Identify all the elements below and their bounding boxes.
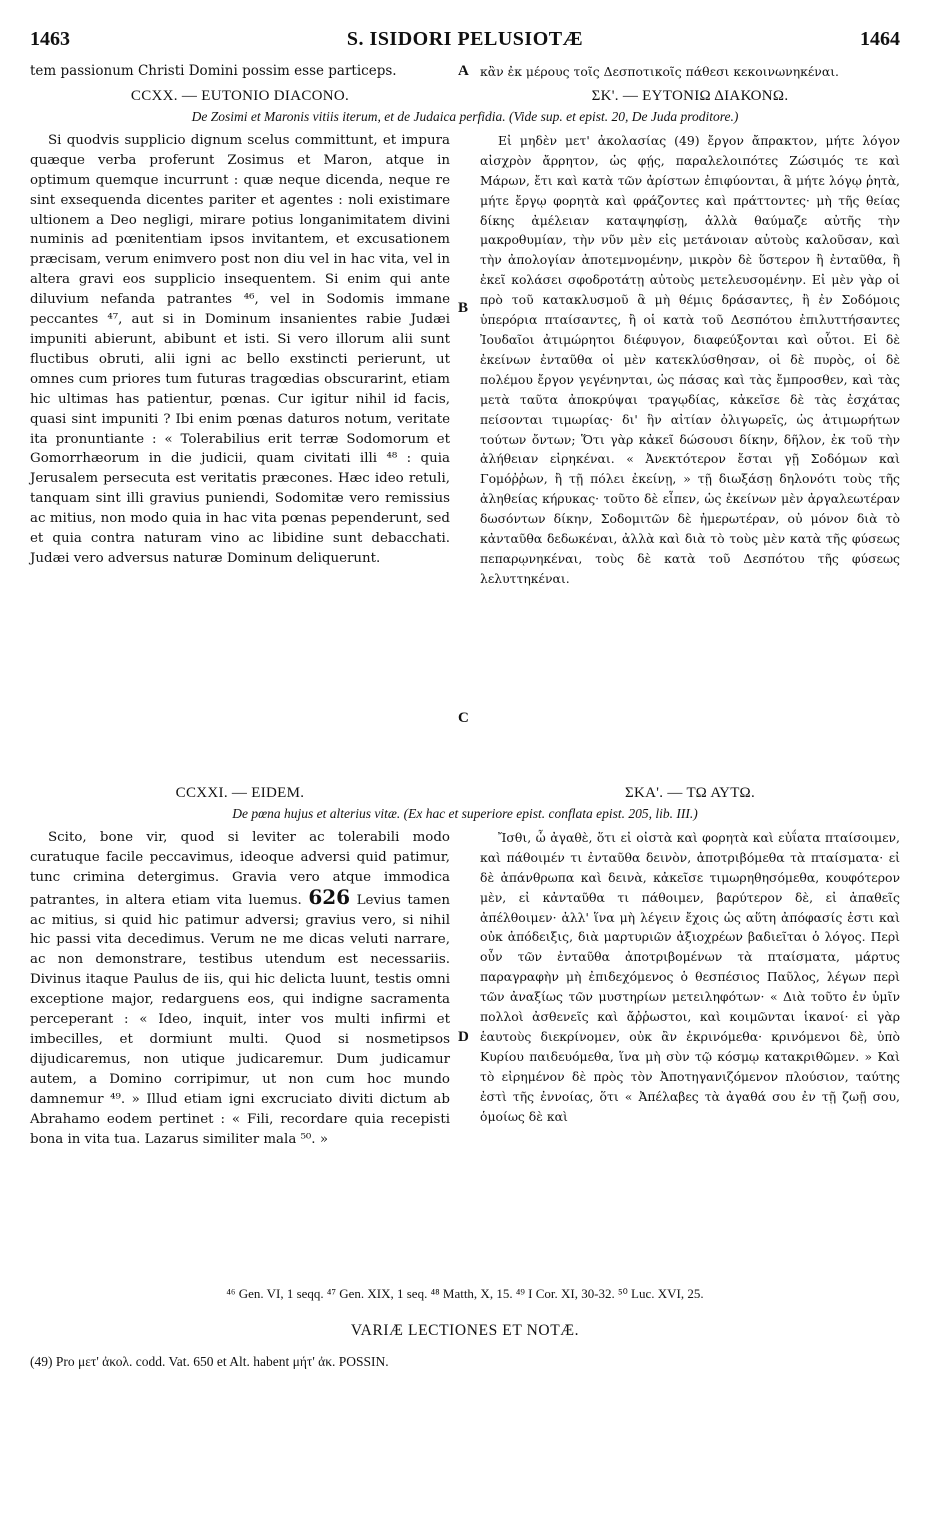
- epistle-221-headings: [30, 785, 900, 802]
- footnotes: ⁴⁶ Gen. VI, 1 seqq. ⁴⁷ Gen. XIX, 1 seq. ⁴⁸ Matth, X, 15. ⁴⁹ I Cor. XI, 30-32. ⁵⁰ Luc. XVI, 25.: [226, 1285, 704, 1301]
- continuation-greek: κἂν ἐκ μέρους τοῖς Δεσποτικοῖς πάθεσι κεκοινωνηκέναι.: [480, 64, 839, 79]
- continuation-latin: tem passionum Christi Domini possim esse particeps.: [30, 63, 397, 79]
- epistle-220-subtitle: De Zosimi et Maronis vitiis iterum, et de Judaica perfidia. (Vide sup. et epist. 20, De Juda proditore.): [191, 108, 739, 124]
- epistle-220-latin-text: Si quodvis supplicio dignum scelus committunt, et impura quæque verba proferunt Zosimus et Maron, atque in optimum quemque incurrunt : quæ neque dicenda, neque re sint exsequenda dicentes pariter et agentes : noli existimare ultionem a Deo negligi, mirare potius longanimitatem divini numinis ad pœnitentiam ipsos invitantem, et excusationem præcisam, verum enimvero post non diu vel in hac vita, vel in altera gravi eos supplicio insequentem. Si enim qui ante diluvium nefanda patrantes ⁴⁶, vel in Sodomis immane peccantes ⁴⁷, aut si in Dominum insanientes rabie Judæi impuniti abierunt, abibunt et isti. Si vero illorum alii sunt fluctibus obruti, alii igni ac bello exstincti perierunt, ut omnes cum priores tum futuras tragœdias obscurarint, etiam hic ultimas has patientur, pœnas. Cur igitur nihil id facis, quasi sint impuniti ? Ibi enim pœnas daturos notum, veritate ita pronuntiante : « Tolerabilius erit terræ Sodomorum et Gomorrhæorum in die judicii, quam civitati illi ⁴⁸ : quia Jerusalem persecuta est veritatis præcones. Hæc ideo retuli, tanquam sint illi gravius puniendi, Sodomitæ vero remissius ac mitius, non modo quia in hac vita pœnas pependerunt, sed et quia contra naturam vino ac libidine sunt debacchati. Judæi vero adversus naturæ Dominum deliquerunt.: [30, 132, 450, 566]
- epistle-220-greek-column: [480, 131, 900, 777]
- epistle-220-latin-heading: CCXX. — EUTONIO DIACONO.: [130, 87, 350, 104]
- gutter: [450, 131, 480, 777]
- epistle-221-greek-heading: ΣΚΑ'. — ΤΩ ΑΥΤΩ.: [624, 784, 755, 801]
- epistle-220-latin-column: [30, 131, 450, 777]
- epistle-221-latin-text: [30, 828, 450, 1150]
- epistle-221-latin-part2: Levius tamen ac mitius, si quid hic patimur adversi; gravius vero, si nihil hic passi vita decedimus. Verum ne me dicas veluti narrare, ac non demonstrare, testibus utendum est necessariis. Divinus itaque Paulus de iis, qui hic delicta luunt, testis omni exceptione major, redarguens eos, qui indigne sacramenta perceperant : « Ideo, inquit, inter vos multi infirmi et imbecilles, et dormiunt multi. Quod si nosmetipsos dijudicaremus, non utique judicaremur. Dum judicamur autem, a Domino corripimur, ut non cum hoc mundo damnemur ⁴⁹. » Illud etiam igni excruciato diviti dictum ab Abrahamo eodem pertinet : « Fili, recordare quia recepisti bona in vita tua. Lazarus similiter mala ⁵⁰. »: [30, 892, 450, 1147]
- margin-letter-d: D: [458, 1028, 469, 1045]
- margin-letter-a: A: [458, 63, 469, 79]
- gutter: [450, 828, 480, 1264]
- epistle-221-subtitle: De pœna hujus et alterius vitæ. (Ex hac et superiore epist. conflata epist. 205, lib. III.): [232, 805, 698, 821]
- running-title: S. ISIDORI PELUSIOTÆ: [346, 28, 584, 50]
- left-page-number: 1463: [30, 28, 70, 50]
- margin-letter-c: C: [458, 709, 469, 726]
- epistle-220-body: [30, 131, 900, 777]
- notes-text: (49) Pro μετ' ἀκολ. codd. Vat. 650 et Alt. habent μήτ' ἀκ. POSSIN.: [30, 1353, 389, 1369]
- continuation-line: [30, 62, 900, 82]
- margin-letter-b: B: [458, 299, 469, 316]
- notes-heading: VARIÆ LECTIONES ET NOTÆ.: [350, 1321, 580, 1339]
- epistle-220-greek-heading: ΣΚ'. — ΕΥΤΟΝΙΩ ΔΙΑΚΟΝΩ.: [591, 87, 789, 104]
- page: [30, 28, 900, 1370]
- epistle-221-greek-column: [480, 828, 900, 1264]
- gutter: [450, 62, 480, 82]
- epistle-220-greek-text: Εἰ μηδὲν μετ' ἀκολασίας (49) ἔργον ἄπρακτον, μήτε λόγον αἰσχρὸν ἄρρητον, ὡς φῄς, παραλελοιπότες Ζώσιμός τε καὶ Μάρων, ἔτι καὶ κατὰ τῶν ἀρίστων ἐπιφύονται, ἃ μήτε λόγῳ ῥητὰ, μήτε ἔργῳ φορητὰ καὶ φράζοντες καὶ πράττοντες· μὴ τῆς θείας δίκης ἀμέλειαν καταψηφίσῃ, ἀλλὰ θαύμαζε αὐτῆς τὴν μακροθυμίαν, τὴν νῦν μὲν εἰς μετάνοιαν αὐτοὺς καλοῦσαν, καὶ τὴν ἀπολογίαν ἀποτεμνομένην, μικρὸν δὲ ὕστερον ἢ ἐνταῦθα, ἢ ἐκεῖ κολάσει σφοδροτάτῃ αὐτοὺς μετελευσομένην. Εἰ μὲν γὰρ οἱ πρὸ τοῦ κατακλυσμοῦ ἃ μὴ θέμις δράσαντες, ἢ ἐν Σοδόμοις ὑπερόρια πταίσαντες, ἢ οἱ κατὰ τοῦ Δεσπότου ἐπιλυττήσαντες Ἰουδαῖοι ἀτιμώρητοι διέφυγον, διαφεύξονται καὶ οὗτοι. Εἰ δὲ ἐκείνων ἐνταῦθα οἱ μὲν κατεκλύσθησαν, οἱ δὲ πυρὸς, οἱ δὲ πολέμου ἔργον γεγένηνται, ὡς πάσας καὶ τὰς ἔμπροσθεν, καὶ τὰς μετὰ ταῦτα ἀποκρύψαι τραγῳδίας, κἀκεῖσε δὲ τὰς ἐσχάτας πείσονται τιμωρίας· δι' ἣν αἰτίαν ὀλιγωρεῖς, ὡς ἀτιμωρήτων τούτων ὄντων; Ὅτι γὰρ κἀκεῖ δώσουσι δίκην, δῆλον, ἐκ τοῦ τὴν ἀλήθειαν εἰρηκέναι. « Ἀνεκτότερον ἔσται γῇ Σοδόμων καὶ Γομόῤῥων, ἢ τῇ πόλει ἐκείνῃ, » τῇ διωξάσῃ δηλονότι τοὺς τῆς ἀληθείας κήρυκας· τοῦτο δὲ εἶπεν, ὡς ἐκείνων μὲν ἀργαλεωτέραν δωσόντων δίκην, Σοδομιτῶν δὲ ἠμερωτέραν, οὐ μόνον διὰ τὸ κἀνταῦθα δεδωκέναι, ἀλλὰ καὶ διὰ τὸ τοὺς μὲν κατὰ τῆς φύσεως πεπαρῳνηκέναι, τοὺς δὲ κατὰ τοῦ Δεσπότου τῆς φύσεως λελυττηκέναι.: [480, 132, 900, 586]
- right-page-number: 1464: [860, 28, 900, 50]
- epistle-221-greek-text: Ἴσθι, ὦ ἀγαθὲ, ὅτι εἰ οἰστὰ καὶ φορητὰ καὶ εὐΐατα πταίσοιμεν, καὶ πάθοιμέν τι ἐνταῦθα δεινὸν, ἀποτριβόμεθα τὰ πταίσματα· εἰ δὲ ἀπάνθρωπα καὶ δεινὰ, κἀκεῖσε τιμωρηθησόμεθα, κουφότερον μὲν, εἰ κἀνταῦθα τι πάθοιμεν, βαρύτερον δὲ, εἰ ἀπαθεῖς ἀπέλθοιμεν· ἀλλ' ἵνα μὴ λέγειν ἔχοις ὡς αὕτη ἀπόφασίς ἐστι καὶ οὐκ ἀπόδειξις, διὰ μαρτυριῶν ἀξιοχρέων βαδιεῖται ὁ λόγος. Περὶ οὖν τῶν ἐνταῦθα ἀποτριβομένων τὰ πταίσματα, μάρτυς παραγραφὴν μὴ ἐπιδεχόμενος ὁ θεσπέσιος Παῦλος, λέγων περὶ τῶν ἀναξίως τῶν μυστηρίων μετειληφότων· « Διὰ τοῦτο ἐν ὑμῖν πολλοὶ ἀσθενεῖς καὶ ἄῤῥωστοι, καὶ κοιμῶνται ἱκανοί· εἰ γὰρ ἑαυτοὺς διεκρίνομεν, οὐκ ἂν ἐκρινόμεθα· κρινόμενοι δὲ, ὑπὸ Κυρίου παιδευόμεθα, ἵνα μὴ σὺν τῷ κόσμῳ κατακριθῶμεν. » Καὶ τὸ εἰρημένον δὲ πρὸς τὸν Ἀποτηγανιζόμενον πλούσιον, ταύτης ἐστὶ τῆς ἐννοίας, ὅτι « Ἀπέλαβες τὰ ἀγαθά σου ἐν τῇ ζωῇ σου, ὁμοίως δὲ καὶ: [480, 829, 900, 1124]
- epistle-221-latin-heading: CCXXI. — EIDEM.: [175, 784, 305, 801]
- epistle-221-latin-part1: Scito, bone vir, quod si leviter ac tolerabili modo curatuque facile peccavimus, ideoque adversi quid patimur, tunc crimina detergimus. Gravia vero atque immodica patrantes, in altera etiam vita luemus.: [30, 829, 450, 908]
- epistle-221-latin-column: [30, 828, 450, 1264]
- column-number-marker: 626: [308, 884, 351, 909]
- page-header: [30, 28, 900, 62]
- epistle-220-headings: [30, 88, 900, 105]
- epistle-221-body: [30, 828, 900, 1264]
